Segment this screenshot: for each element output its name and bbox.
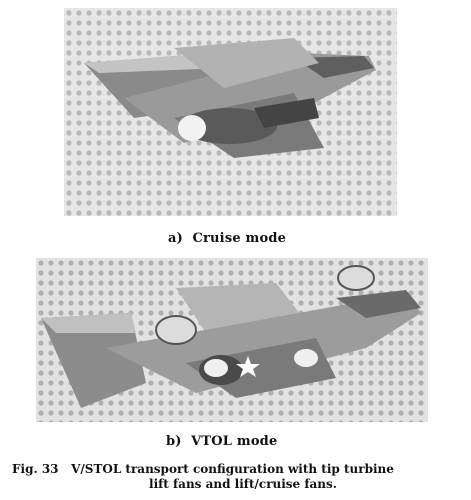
caption-text: VTOL mode [191, 434, 278, 449]
vtol-mode-caption [166, 434, 277, 449]
caption-letter: a) [168, 231, 183, 246]
caption-letter: b) [166, 434, 182, 449]
figure-caption [12, 462, 462, 492]
cruise-mode-photo [64, 8, 397, 216]
caption-text: Cruise mode [192, 231, 287, 246]
figure-caption-line2: lift fans and lift/cruise fans. [149, 477, 337, 491]
figure-caption-text1: V/STOL transport configuration with tip turbine [71, 462, 394, 476]
figure-caption-line1 [12, 462, 462, 477]
vtol-mode-photo [36, 258, 428, 422]
figure-label: Fig. 33 [12, 462, 59, 476]
cruise-mode-caption [168, 231, 286, 246]
